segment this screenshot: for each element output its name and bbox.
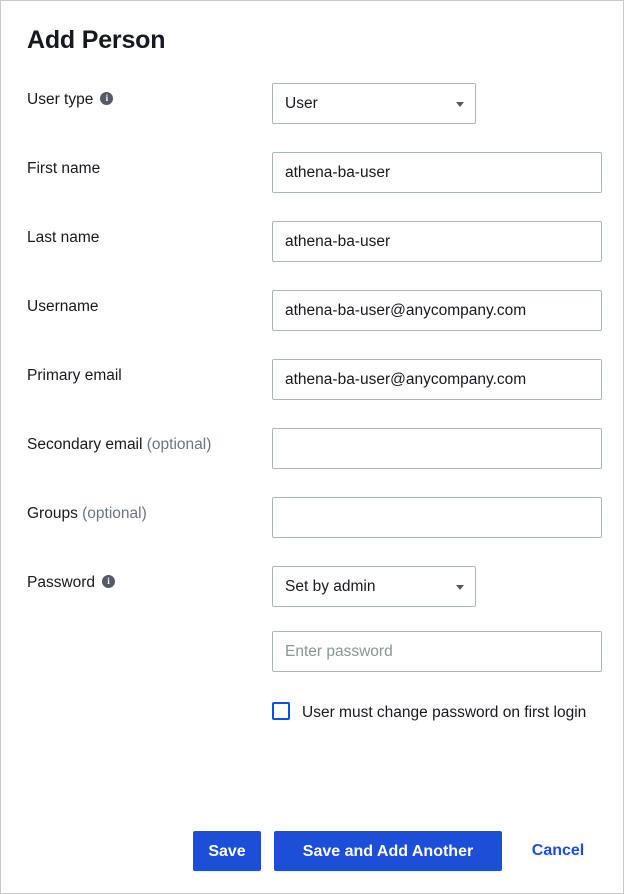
last-name-control [272, 221, 602, 262]
first-name-control [272, 152, 602, 193]
info-icon[interactable]: i [102, 575, 115, 588]
groups-label [27, 505, 147, 523]
primary-email-control [272, 359, 602, 400]
user-type-label [27, 91, 113, 109]
password-input[interactable]: Enter password [272, 631, 602, 672]
secondary-email-optional-text: (optional) [142, 436, 212, 453]
groups-optional-text: (optional) [77, 505, 147, 522]
save-button[interactable]: Save [193, 831, 261, 871]
password-mode-selected-value: Set by admin [285, 578, 376, 595]
form-row-user-type [1, 79, 624, 148]
password-input-control [272, 631, 602, 672]
username-label: Username [27, 298, 99, 315]
first-name-label: First name [27, 160, 101, 177]
user-type-label-text: User type [27, 91, 94, 108]
form-row-primary-email [1, 355, 624, 424]
password-mode-select[interactable] [272, 566, 476, 607]
secondary-email-control [272, 428, 602, 469]
last-name-input[interactable]: athena-ba-user [272, 221, 602, 262]
must-change-password-label: User must change password on first login [302, 704, 587, 721]
chevron-down-icon [456, 102, 464, 107]
password-label [27, 574, 115, 592]
user-type-selected-value: User [285, 95, 318, 112]
chevron-down-icon [456, 585, 464, 590]
dialog-footer [1, 831, 624, 871]
last-name-label: Last name [27, 229, 100, 246]
first-name-input[interactable]: athena-ba-user [272, 152, 602, 193]
user-type-control [272, 83, 476, 124]
form-row-username [1, 286, 624, 355]
secondary-email-label-text: Secondary email [27, 436, 143, 453]
must-change-password-checkbox[interactable] [272, 702, 290, 720]
primary-email-label: Primary email [27, 367, 122, 384]
password-mode-control [272, 566, 476, 607]
info-icon[interactable]: i [100, 92, 113, 105]
add-person-form [1, 79, 624, 766]
password-label-text: Password [27, 574, 96, 591]
form-row-secondary-email [1, 424, 624, 493]
secondary-email-label [27, 436, 211, 454]
username-control [272, 290, 602, 331]
save-and-add-another-button[interactable]: Save and Add Another [274, 831, 502, 871]
form-row-last-name [1, 217, 624, 286]
primary-email-input[interactable]: athena-ba-user@anycompany.com [272, 359, 602, 400]
groups-control [272, 497, 602, 538]
groups-label-text: Groups [27, 505, 78, 522]
secondary-email-input[interactable] [272, 428, 602, 469]
username-input[interactable]: athena-ba-user@anycompany.com [272, 290, 602, 331]
form-row-password [1, 562, 624, 631]
form-row-first-name [1, 148, 624, 217]
page-title: Add Person [27, 26, 166, 54]
user-type-select[interactable] [272, 83, 476, 124]
groups-input[interactable] [272, 497, 602, 538]
form-row-groups [1, 493, 624, 562]
form-row-must-change-password [1, 700, 624, 766]
cancel-button[interactable]: Cancel [531, 842, 585, 859]
form-row-password-input [1, 631, 624, 694]
